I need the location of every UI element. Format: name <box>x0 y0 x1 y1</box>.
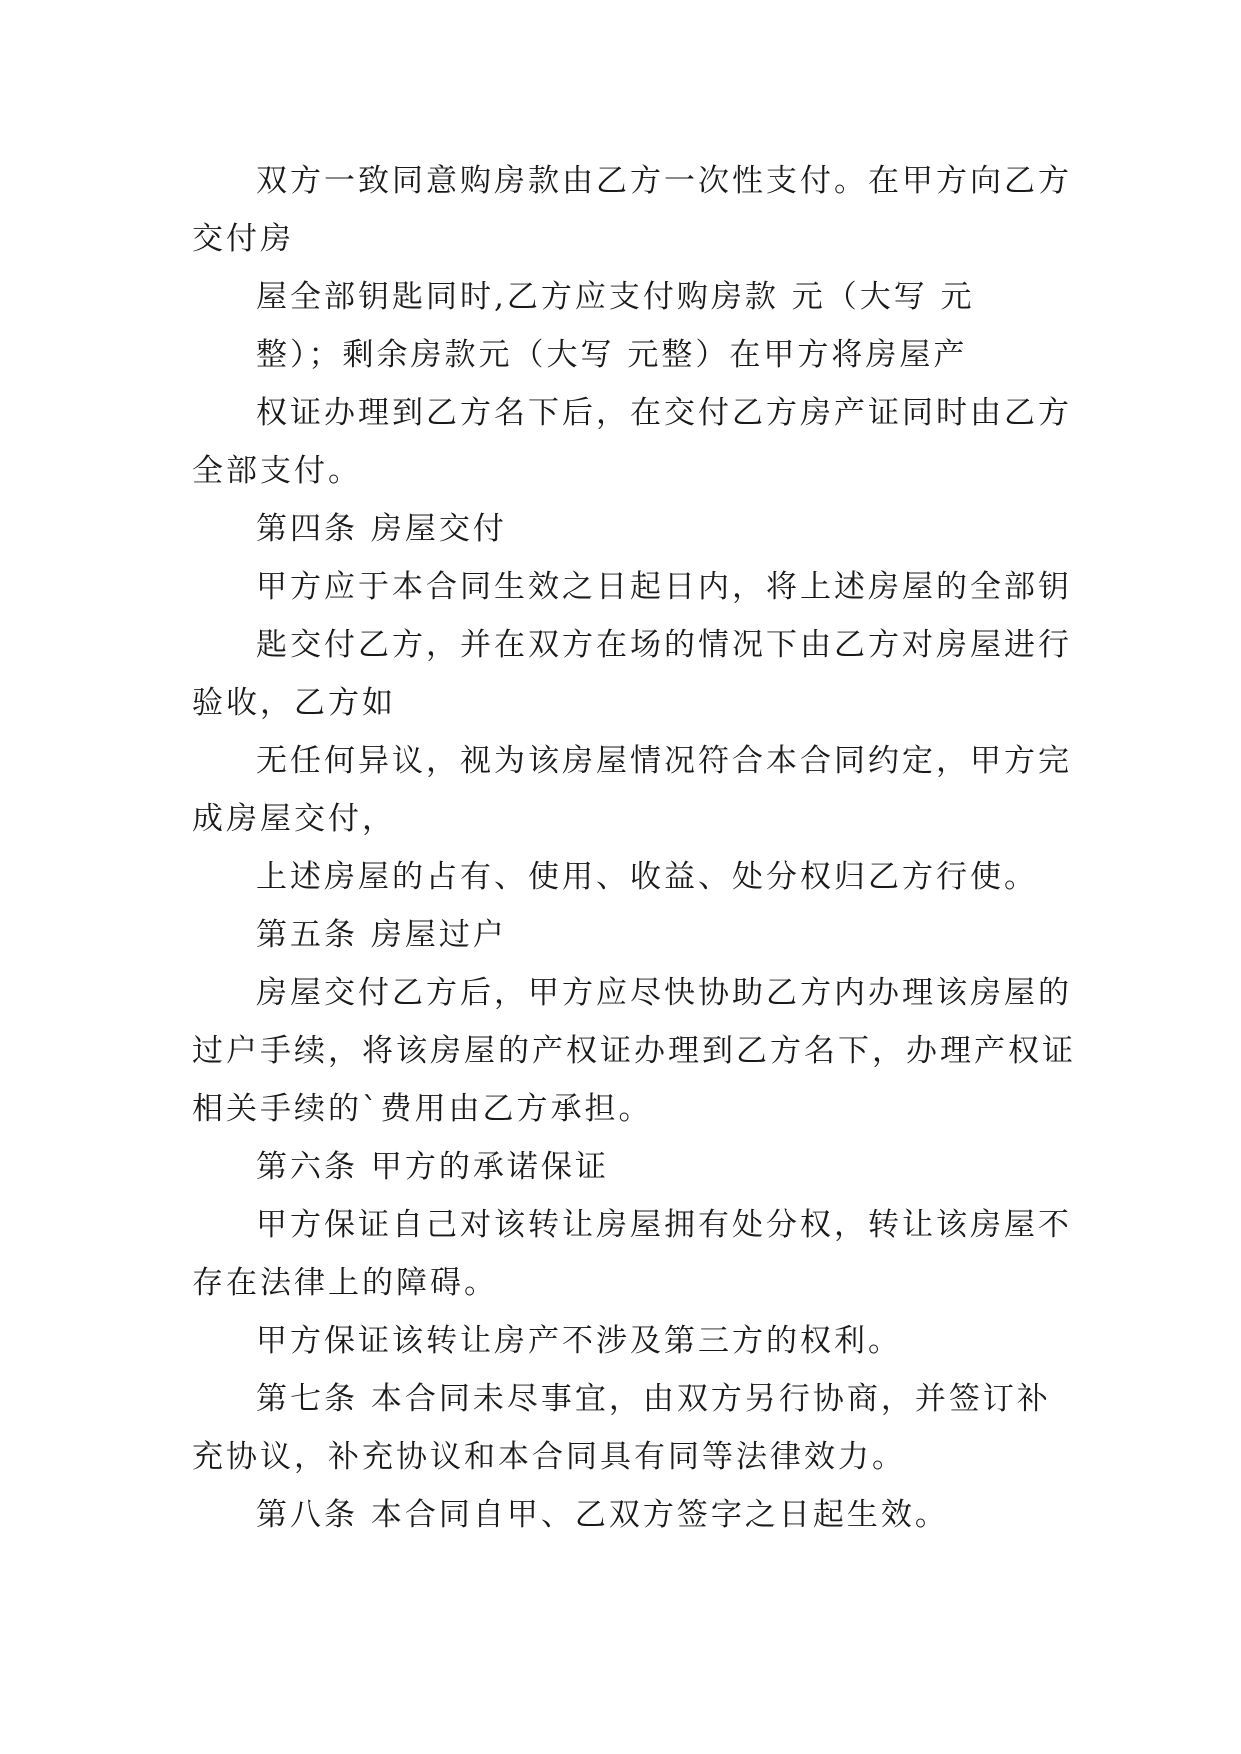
text-line: 成房屋交付， <box>192 801 396 837</box>
text-line: 验收，乙方如 <box>192 685 396 721</box>
text-line: 无任何异议，视为该房屋情况符合本合同约定，甲方完 <box>256 743 1072 779</box>
text-line: 房屋交付乙方后，甲方应尽快协助乙方内办理该房屋的 <box>256 975 1072 1011</box>
section-heading: 第八条 本合同自甲、乙双方签字之日起生效。 <box>256 1497 949 1533</box>
text-line: 上述房屋的占有、使用、收益、处分权归乙方行使。 <box>256 859 1038 895</box>
text-line: 屋全部钥匙同时,乙方应支付购房款 元（大写 元 <box>256 279 975 315</box>
section-heading: 第四条 房屋交付 <box>256 511 507 547</box>
text-line: 全部支付。 <box>192 453 362 489</box>
text-line: 交付房 <box>192 221 294 257</box>
text-line: 充协议，补充协议和本合同具有同等法律效力。 <box>192 1439 906 1475</box>
contract-body <box>192 152 1076 1544</box>
text-line: 甲方保证该转让房产不涉及第三方的权利。 <box>256 1323 902 1359</box>
section-heading: 第七条 本合同未尽事宜，由双方另行协商，并签订补 <box>256 1381 1051 1417</box>
text-line: 权证办理到乙方名下后，在交付乙方房产证同时由乙方 <box>256 395 1072 431</box>
text-line: 整）；剩余房款元（大写 元整）在甲方将房屋产 <box>256 337 968 373</box>
section-heading: 第五条 房屋过户 <box>256 917 507 953</box>
text-line: 甲方保证自己对该转让房屋拥有处分权，转让该房屋不 <box>256 1207 1072 1243</box>
text-line: 匙交付乙方，并在双方在场的情况下由乙方对房屋进行 <box>256 627 1072 663</box>
text-line: 双方一致同意购房款由乙方一次性支付。在甲方向乙方 <box>256 163 1072 199</box>
text-line: 存在法律上的障碍。 <box>192 1265 498 1301</box>
text-line: 过户手续，将该房屋的产权证办理到乙方名下，办理产权证 <box>192 1033 1076 1069</box>
text-line: 相关手续的`费用由乙方承担。 <box>192 1091 653 1127</box>
text-line: 甲方应于本合同生效之日起日内，将上述房屋的全部钥 <box>256 569 1072 605</box>
section-heading: 第六条 甲方的承诺保证 <box>256 1149 609 1185</box>
